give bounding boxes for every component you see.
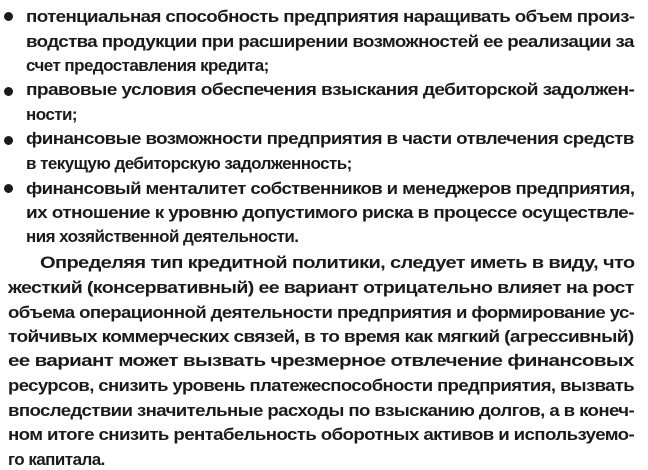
bullet-1-line-3: счет предоставления кредита;	[26, 56, 269, 76]
paragraph-line-7: впоследствии значительные расходы по взысканию долгов, а в конеч-	[8, 401, 635, 421]
bullet-marker	[4, 12, 13, 21]
bullet-4-line-3: ния хозяйственной деятельности.	[26, 227, 299, 247]
bullet-1-line-1: потенциальная способность предприятия наращивать объем произ-	[26, 6, 635, 26]
bullet-3-line-1: финансовые возможности предприятия в части отвлечения средств	[26, 128, 634, 148]
bullet-2-line-2: ности;	[26, 105, 78, 125]
paragraph-line-4: тойчивых коммерческих связей, в то время как мягкий (агрессивный)	[8, 326, 634, 346]
bullet-2-line-1: правовые условия обеспечения взыскания дебиторской задолжен-	[26, 80, 635, 100]
paragraph-line-3: объема операционной деятельности предприятия и формирование ус-	[8, 302, 635, 322]
paragraph-line-1: Определяя тип кредитной политики, следует иметь в виду, что	[40, 253, 635, 273]
paragraph-line-9: го капитала.	[8, 449, 105, 469]
bullet-marker	[4, 87, 13, 96]
paragraph-line-6: ресурсов, снизить уровень платежеспособности предприятия, вызвать	[8, 376, 635, 396]
bullet-marker	[4, 184, 13, 193]
paragraph-line-2: жесткий (консервативный) ее вариант отрицательно влияет на рост	[8, 277, 634, 297]
bullet-marker	[4, 136, 13, 145]
bullet-1-line-2: водства продукции при расширении возможностей ее реализации за	[26, 31, 634, 51]
paragraph-line-8: ном итоге снизить рентабельность оборотных активов и используемо-	[8, 424, 635, 444]
bullet-4-line-2: их отношение к уровню допустимого риска в процессе осуществле-	[26, 203, 634, 223]
bullet-3-line-2: в текущую дебиторскую задолженность;	[26, 153, 352, 173]
bullet-4-line-1: финансовый менталитет собственников и менеджеров предприятия,	[26, 178, 635, 198]
paragraph-line-5: ее вариант может вызвать чрезмерное отвлечение финансовых	[8, 351, 634, 371]
